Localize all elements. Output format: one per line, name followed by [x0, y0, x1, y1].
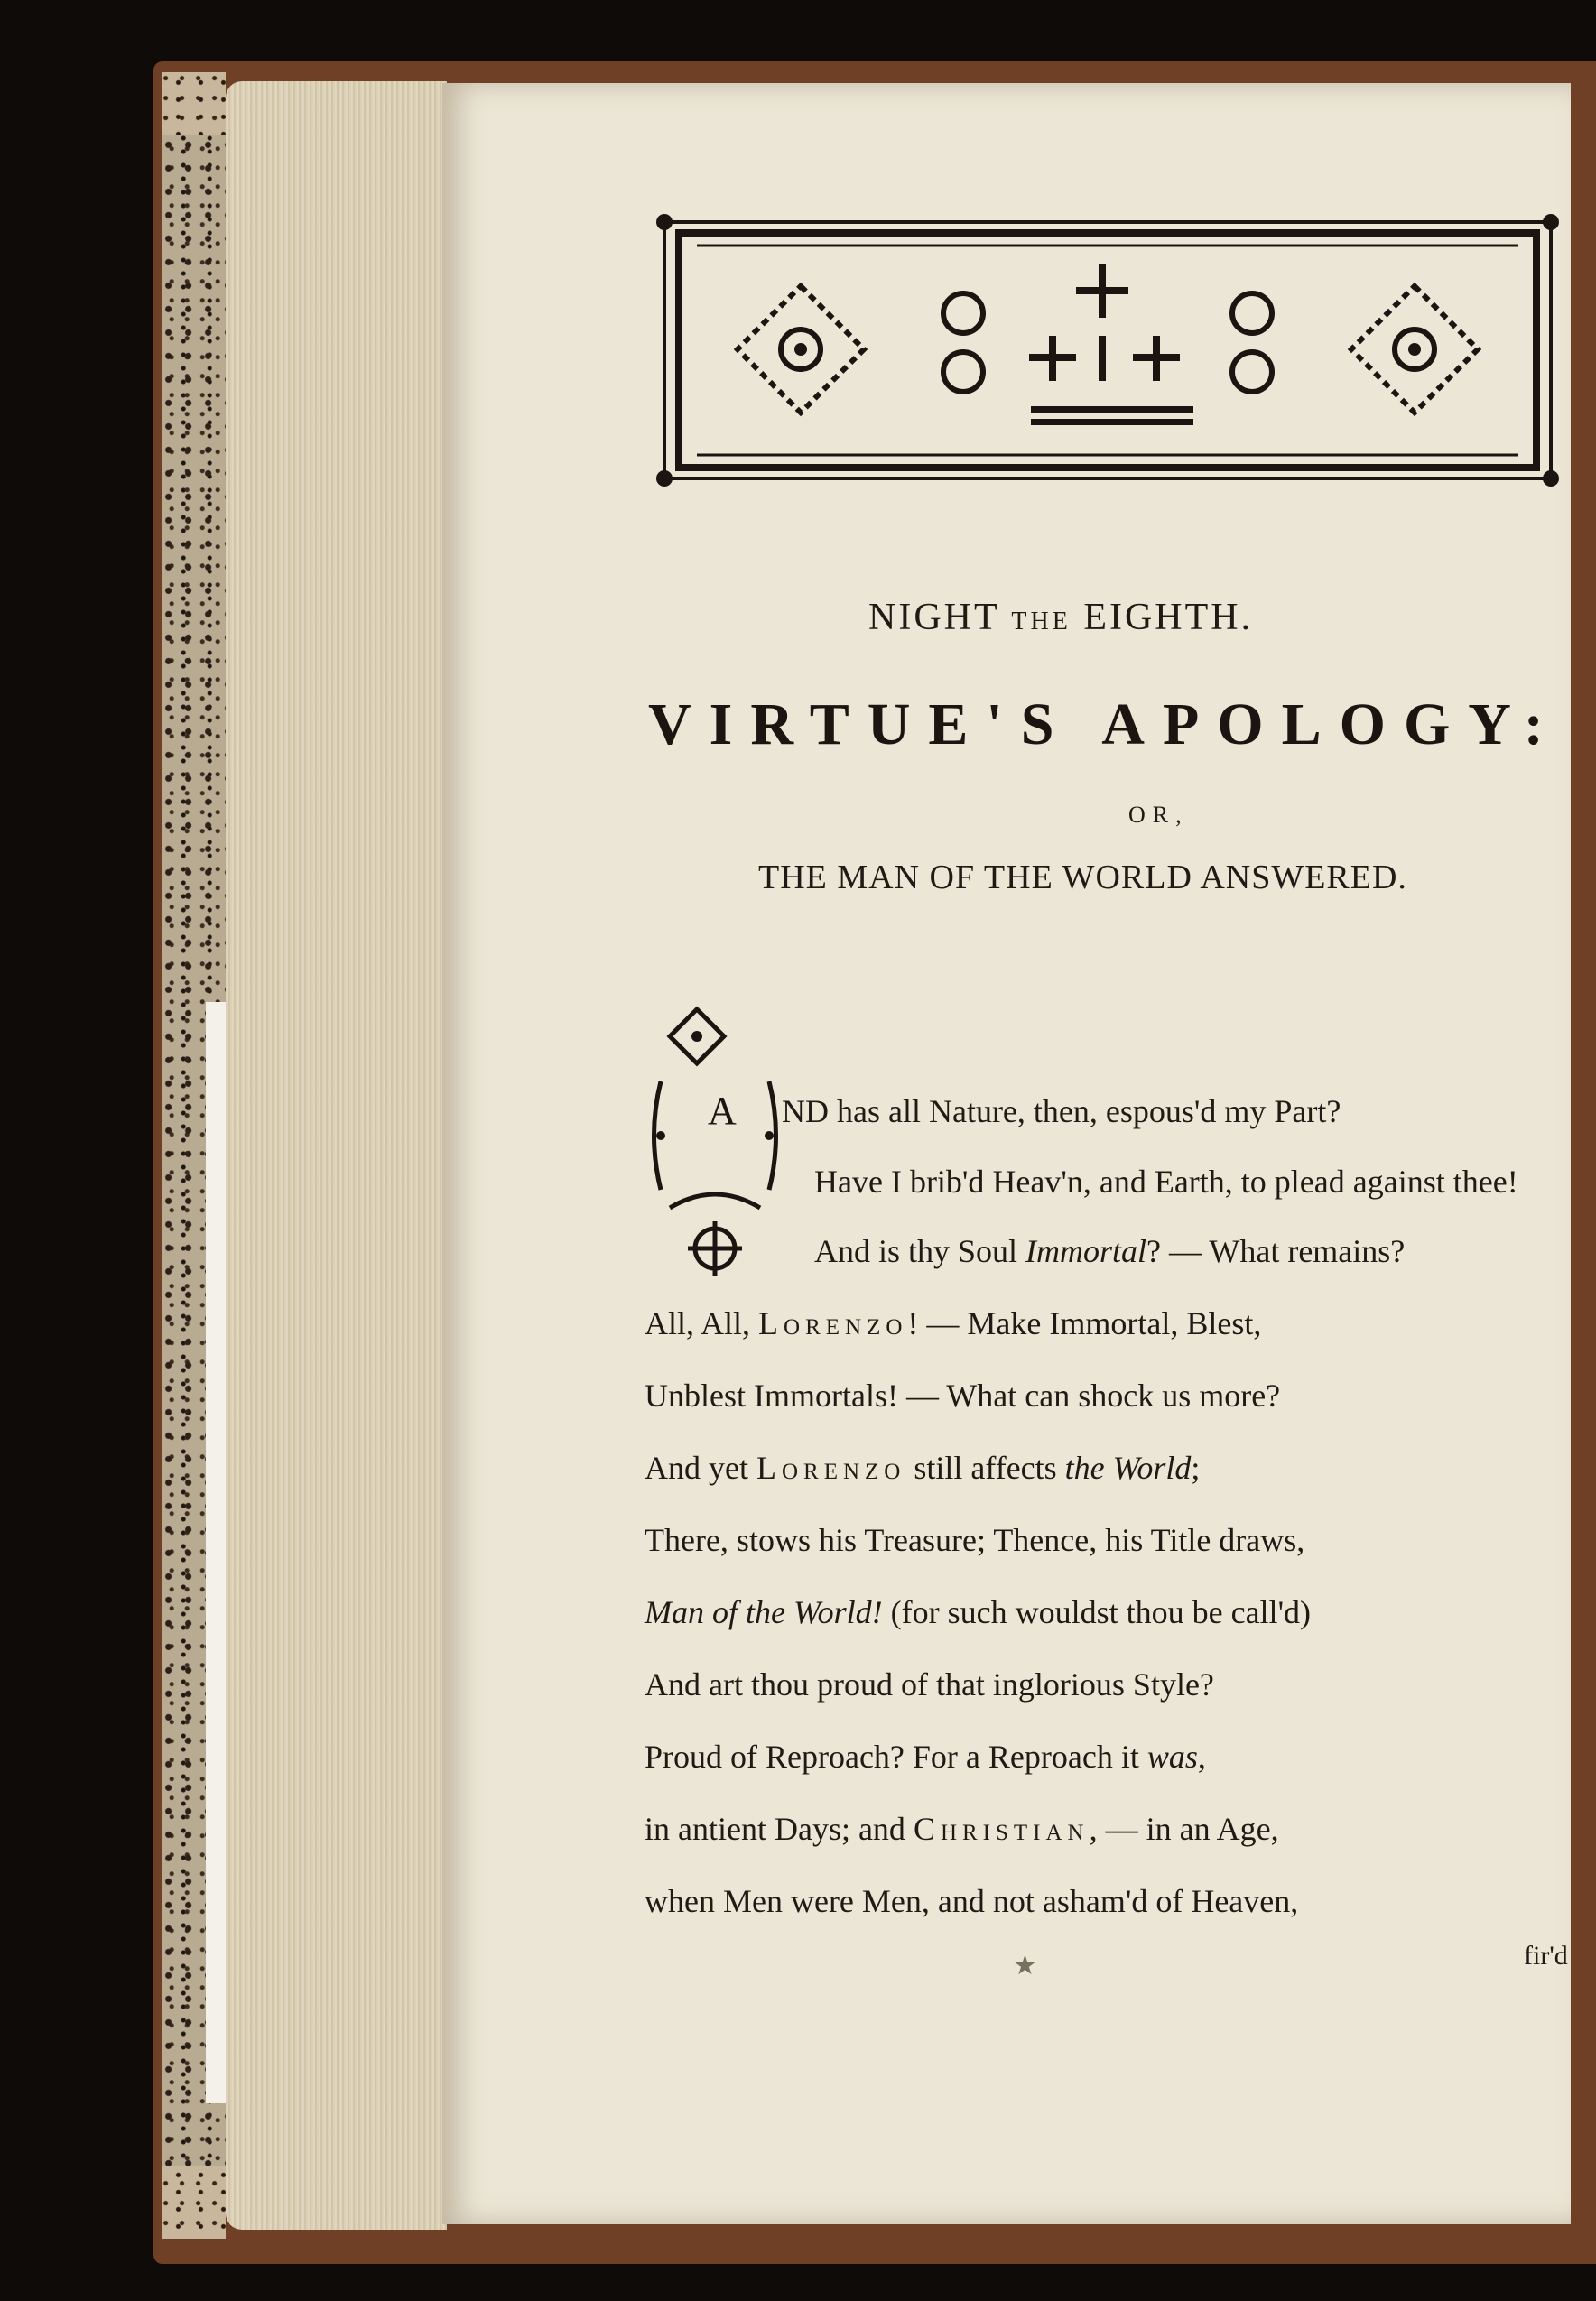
catchword: fir'd	[1524, 1941, 1568, 1971]
verse-line-1	[782, 1092, 1341, 1130]
verse-text: ND has all Nature, then, espous'd my Part?	[782, 1093, 1341, 1129]
verse-text: ? — What remains?	[1146, 1233, 1406, 1269]
verse-line-4	[645, 1304, 1261, 1342]
verse-text: There, stows his Treasure; Thence, his Title draws,	[645, 1522, 1305, 1558]
verse-text: in antient Days; and	[645, 1811, 914, 1847]
verse-text: Lorenzo	[758, 1305, 908, 1341]
subtitle: THE MAN OF THE WORLD ANSWERED.	[758, 858, 1407, 896]
verse-text: still affects	[905, 1450, 1065, 1486]
verse-text: when Men were Men, and not asham'd of Heaven,	[645, 1883, 1299, 1919]
verse-text: Immortal	[1025, 1233, 1147, 1269]
verse-line-9	[645, 1665, 1214, 1703]
verse-text: And yet	[645, 1450, 756, 1486]
verse-line-3	[814, 1232, 1405, 1270]
verse-line-11	[645, 1810, 1279, 1848]
verse-text: (for such wouldst thou be call'd)	[882, 1594, 1312, 1630]
verse-text: Christian	[913, 1811, 1090, 1847]
verse-line-10	[645, 1738, 1206, 1776]
verse-line-7	[645, 1521, 1304, 1559]
verse-text: Lorenzo	[756, 1450, 906, 1486]
night-title	[868, 596, 1374, 639]
night-title-small: THE	[1011, 608, 1072, 636]
verse-text: , — in an Age,	[1089, 1811, 1279, 1847]
night-title-part-2: EIGHTH.	[1083, 597, 1254, 638]
verse-text: Unblest Immortals! — What can shock us more?	[645, 1378, 1281, 1414]
verse-text: was	[1146, 1739, 1198, 1775]
verse-line-5	[645, 1377, 1280, 1415]
verse-text: Have I brib'd Heav'n, and Earth, to plead against thee!	[814, 1164, 1518, 1200]
night-title-part-1: NIGHT	[868, 597, 999, 638]
page-stack-edges	[226, 81, 447, 2230]
headpiece-ornament	[652, 209, 1564, 491]
verse-line-6	[645, 1449, 1200, 1487]
verse-text: Man of the World!	[645, 1594, 883, 1630]
verse-line-8	[645, 1593, 1311, 1631]
verse-text: ,	[1197, 1739, 1206, 1775]
verse-text: the World	[1064, 1450, 1192, 1486]
or-line: OR,	[1128, 802, 1189, 828]
verse-text: And art thou proud of that inglorious Style?	[645, 1666, 1214, 1703]
verse-line-12	[645, 1882, 1298, 1920]
main-title: VIRTUE'S APOLOGY:	[648, 691, 1562, 757]
verse-text: ! — Make Immortal, Blest,	[907, 1305, 1262, 1341]
verse-line-2	[814, 1163, 1518, 1201]
verse-text: All, All,	[645, 1305, 759, 1341]
signature-mark: ★	[1013, 1951, 1037, 1981]
initial-ornament	[643, 1000, 787, 1289]
verse-text: Proud of Reproach? For a Reproach it	[645, 1739, 1147, 1775]
verse-text: ;	[1191, 1450, 1201, 1486]
verse-text: And is thy Soul	[814, 1233, 1026, 1269]
drop-cap-letter: A	[708, 1089, 737, 1133]
